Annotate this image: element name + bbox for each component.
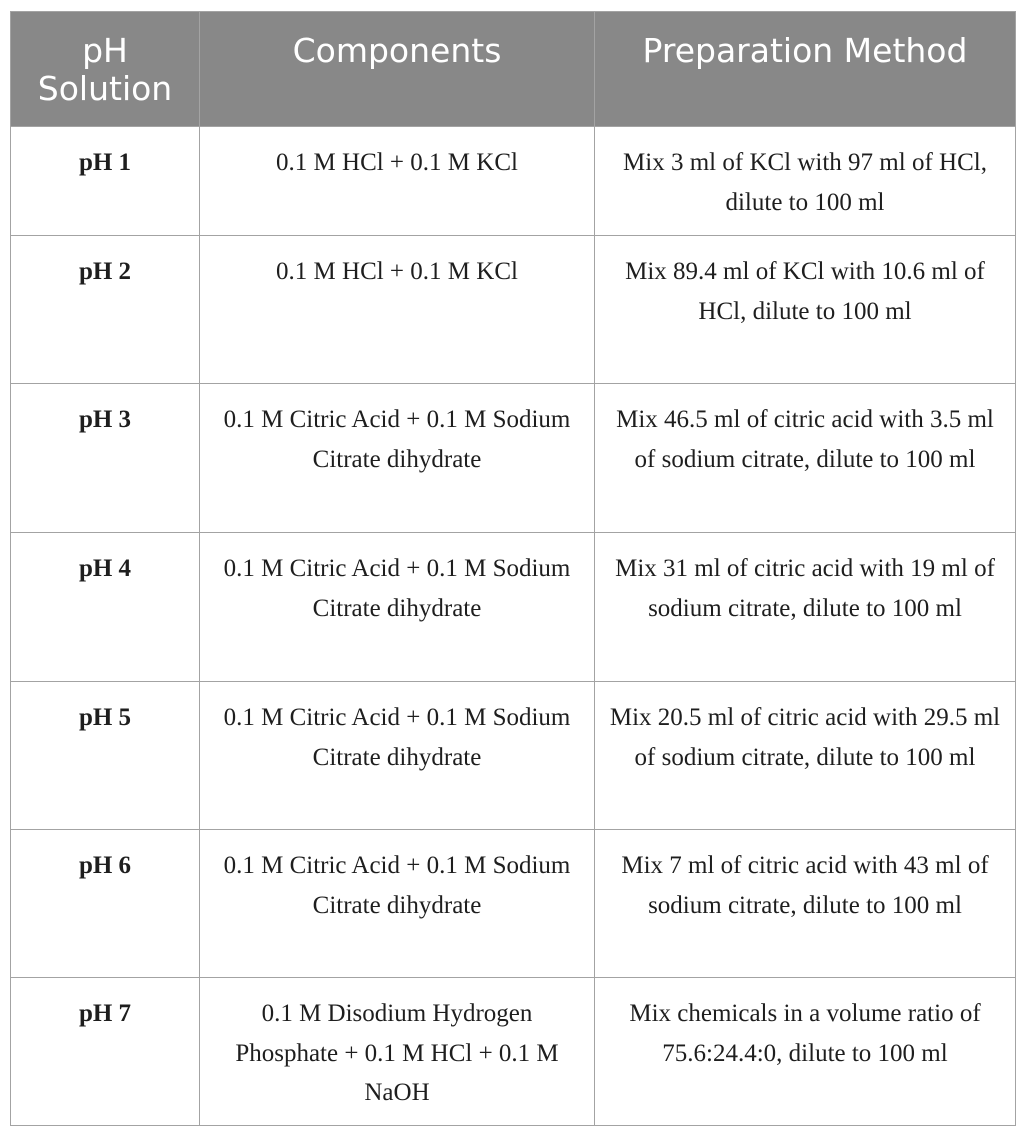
components-cell: 0.1 M HCl + 0.1 M KCl <box>200 127 595 236</box>
table-row <box>11 127 1016 236</box>
components-cell: 0.1 M Citric Acid + 0.1 M Sodium Citrate dihydrate <box>200 533 595 682</box>
method-cell: Mix 46.5 ml of citric acid with 3.5 ml of sodium citrate, dilute to 100 ml <box>595 384 1016 533</box>
ph-cell: pH 3 <box>11 384 200 533</box>
components-cell: 0.1 M Citric Acid + 0.1 M Sodium Citrate dihydrate <box>200 830 595 978</box>
table-row <box>11 533 1016 682</box>
components-cell: 0.1 M Citric Acid + 0.1 M Sodium Citrate dihydrate <box>200 384 595 533</box>
ph-cell: pH 2 <box>11 236 200 384</box>
ph-cell: pH 4 <box>11 533 200 682</box>
ph-cell: pH 5 <box>11 682 200 830</box>
ph-solutions-table <box>10 11 1016 1126</box>
header-components: Components <box>200 12 595 127</box>
table-body <box>11 127 1016 1126</box>
table-row <box>11 830 1016 978</box>
table-header <box>11 12 1016 127</box>
header-row <box>11 12 1016 127</box>
method-cell: Mix 89.4 ml of KCl with 10.6 ml of HCl, dilute to 100 ml <box>595 236 1016 384</box>
method-cell: Mix 20.5 ml of citric acid with 29.5 ml of sodium citrate, dilute to 100 ml <box>595 682 1016 830</box>
table-row <box>11 236 1016 384</box>
table-row <box>11 682 1016 830</box>
ph-cell: pH 7 <box>11 978 200 1126</box>
components-cell: 0.1 M Citric Acid + 0.1 M Sodium Citrate dihydrate <box>200 682 595 830</box>
table-row <box>11 978 1016 1126</box>
components-cell: 0.1 M HCl + 0.1 M KCl <box>200 236 595 384</box>
method-cell: Mix chemicals in a volume ratio of 75.6:24.4:0, dilute to 100 ml <box>595 978 1016 1126</box>
header-ph-solution: pH Solution <box>11 12 200 127</box>
method-cell: Mix 3 ml of KCl with 97 ml of HCl, dilute to 100 ml <box>595 127 1016 236</box>
ph-cell: pH 1 <box>11 127 200 236</box>
components-cell: 0.1 M Disodium Hydrogen Phosphate + 0.1 M HCl + 0.1 M NaOH <box>200 978 595 1126</box>
table-row <box>11 384 1016 533</box>
method-cell: Mix 31 ml of citric acid with 19 ml of sodium citrate, dilute to 100 ml <box>595 533 1016 682</box>
method-cell: Mix 7 ml of citric acid with 43 ml of sodium citrate, dilute to 100 ml <box>595 830 1016 978</box>
header-preparation-method: Preparation Method <box>595 12 1016 127</box>
ph-cell: pH 6 <box>11 830 200 978</box>
